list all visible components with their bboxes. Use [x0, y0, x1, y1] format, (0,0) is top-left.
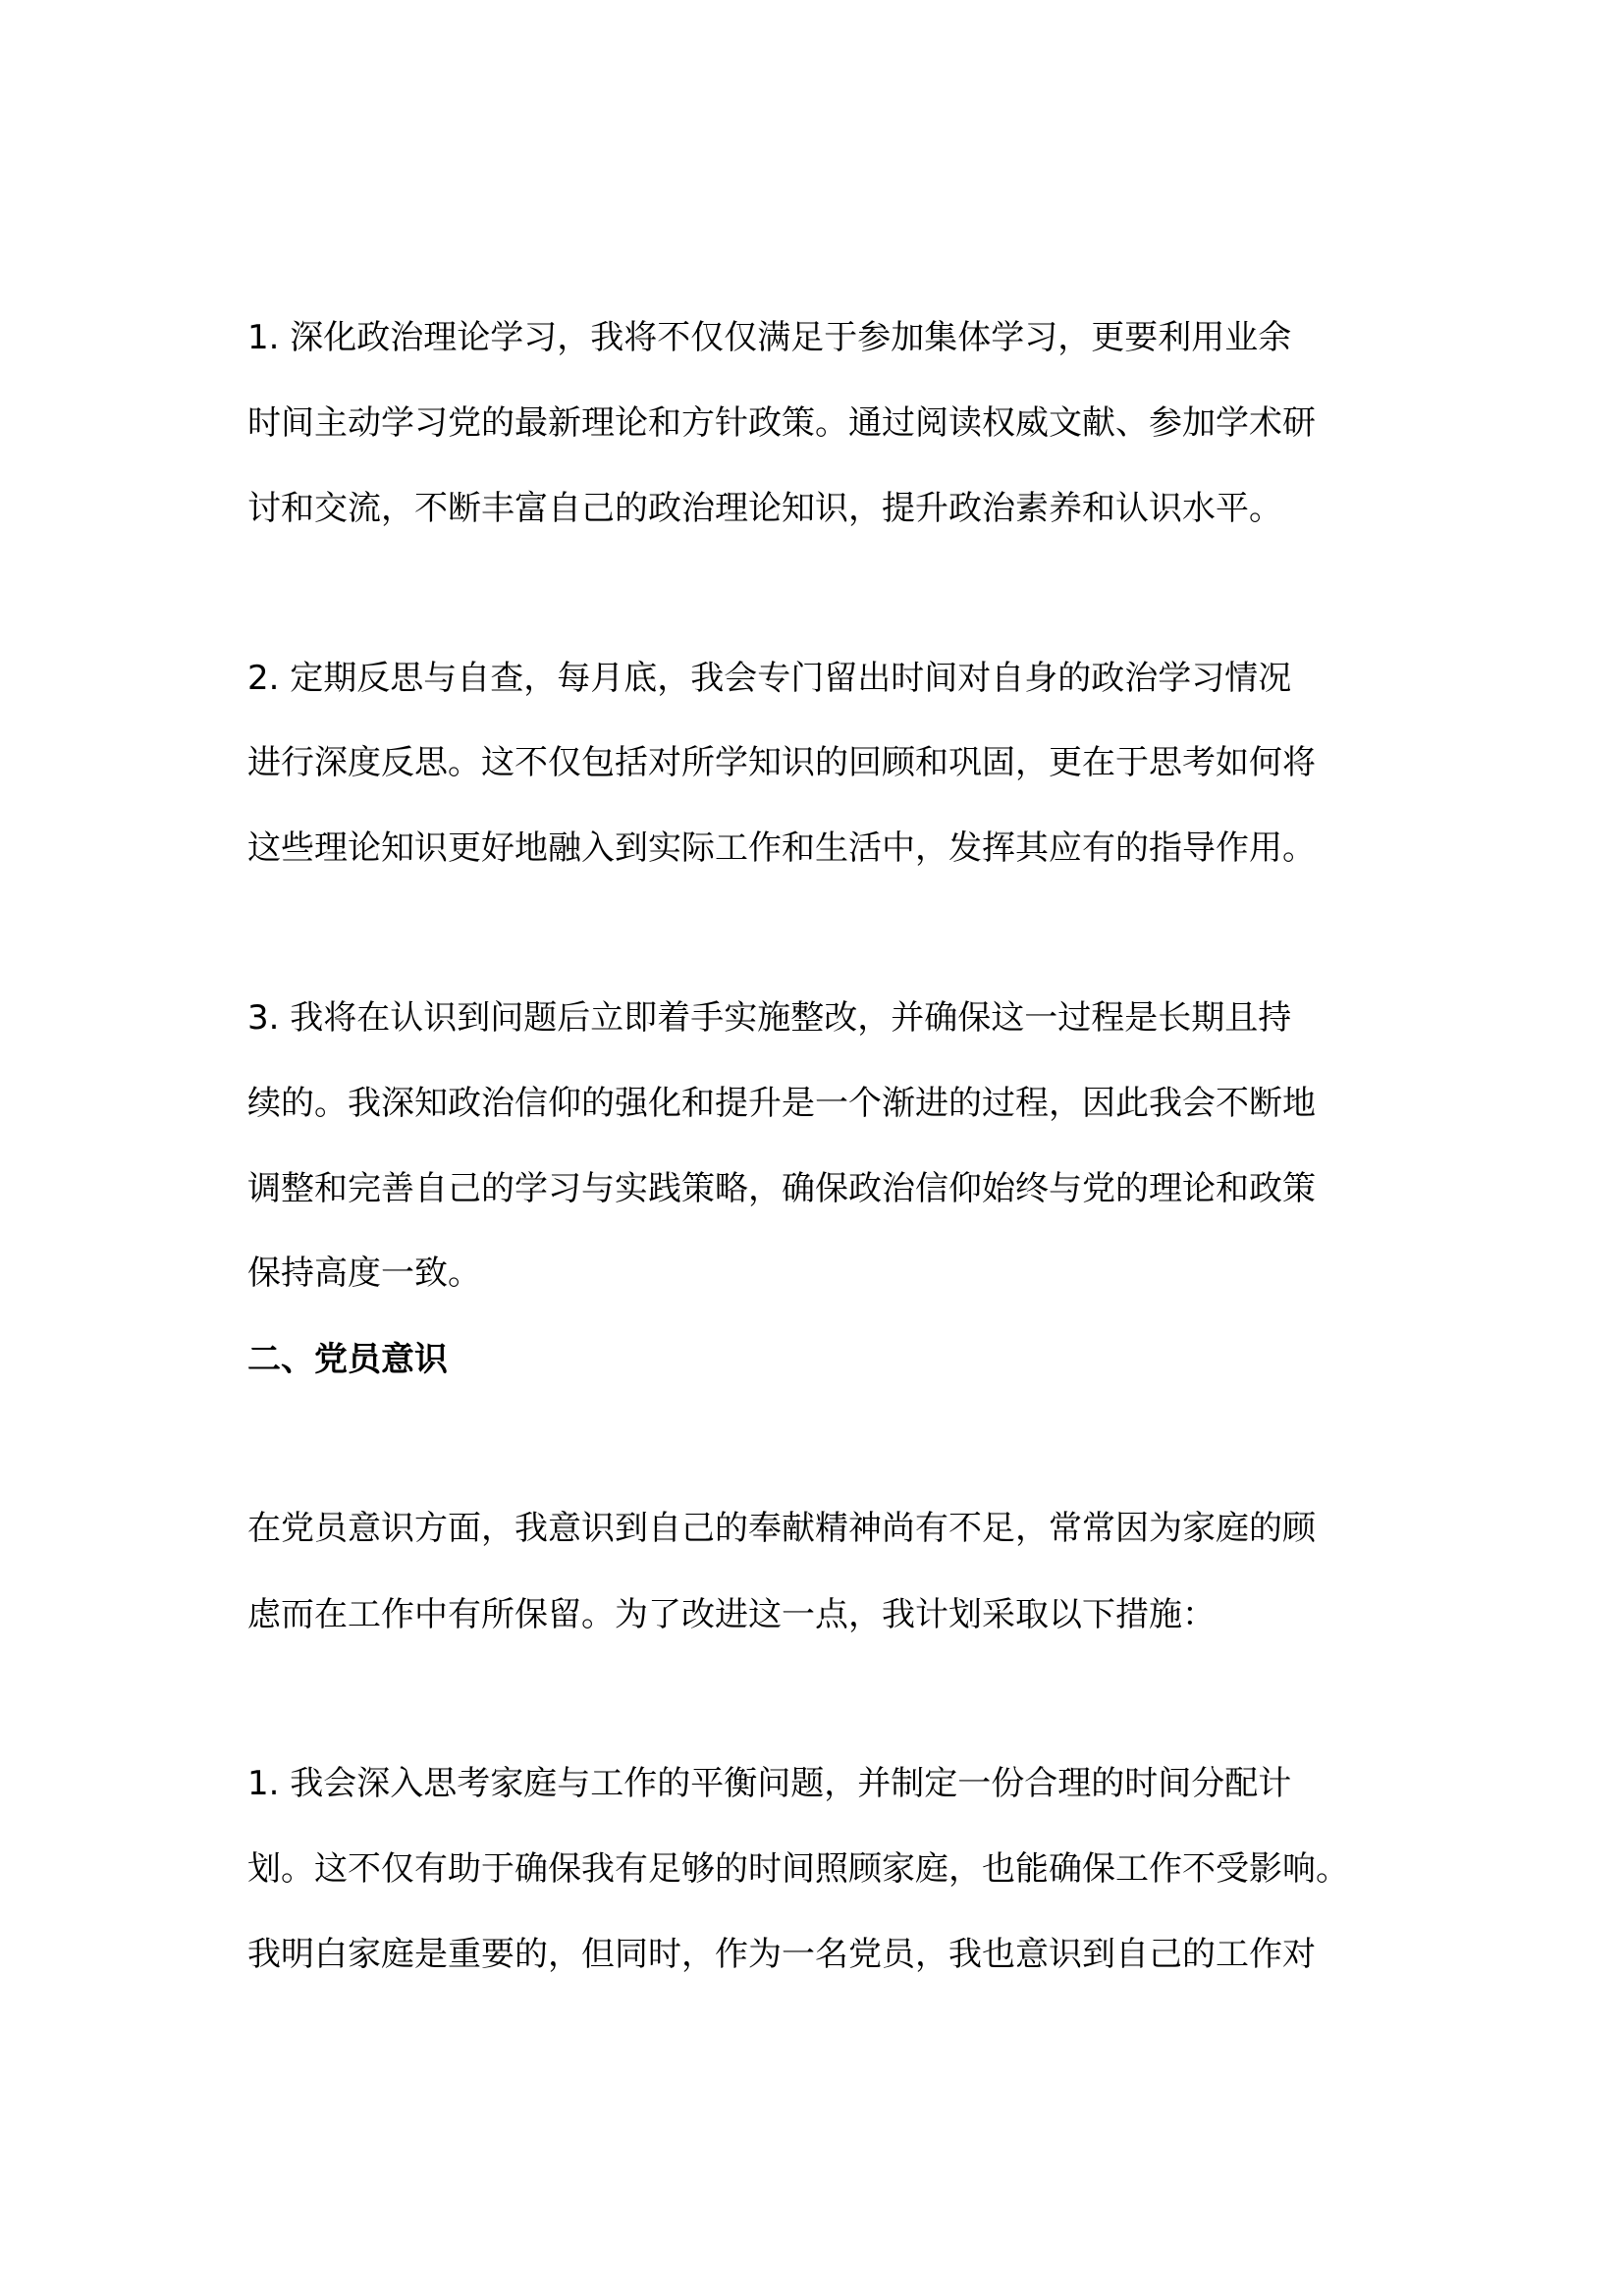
text-line: 1. 我会深入思考家庭与工作的平衡问题，并制定一份合理的时间分配计	[247, 1764, 1292, 1803]
text-line: 1. 深化政治理论学习，我将不仅仅满足于参加集体学习，更要利用业余	[247, 318, 1292, 357]
text-line: 3. 我将在认识到问题后立即着手实施整改，并确保这一过程是长期且持	[247, 998, 1292, 1038]
text-line: 这些理论知识更好地融入到实际工作和生活中，发挥其应有的指导作用。	[247, 828, 1316, 868]
text-line: 虑而在工作中有所保留。为了改进这一点，我计划采取以下措施：	[247, 1595, 1216, 1634]
text-line: 在党员意识方面，我意识到自己的奉献精神尚有不足，常常因为家庭的顾	[247, 1509, 1316, 1548]
text-line: 续的。我深知政治信仰的强化和提升是一个渐进的过程，因此我会不断地	[247, 1084, 1316, 1123]
text-line: 2. 定期反思与自查，每月底，我会专门留出时间对自身的政治学习情况	[247, 659, 1292, 698]
text-line: 进行深度反思。这不仅包括对所学知识的回顾和巩固，更在于思考如何将	[247, 743, 1316, 782]
text-line: 划。这不仅有助于确保我有足够的时间照顾家庭，也能确保工作不受影响。	[247, 1849, 1349, 1889]
text-line: 调整和完善自己的学习与实践策略，确保政治信仰始终与党的理论和政策	[247, 1169, 1316, 1208]
section-heading: 二、党员意识	[247, 1340, 448, 1379]
text-line: 保持高度一致。	[247, 1254, 481, 1293]
text-line: 讨和交流，不断丰富自己的政治理论知识，提升政治素养和认识水平。	[247, 489, 1282, 528]
text-line: 时间主动学习党的最新理论和方针政策。通过阅读权威文献、参加学术研	[247, 403, 1316, 443]
text-line: 我明白家庭是重要的，但同时，作为一名党员，我也意识到自己的工作对	[247, 1935, 1316, 1974]
